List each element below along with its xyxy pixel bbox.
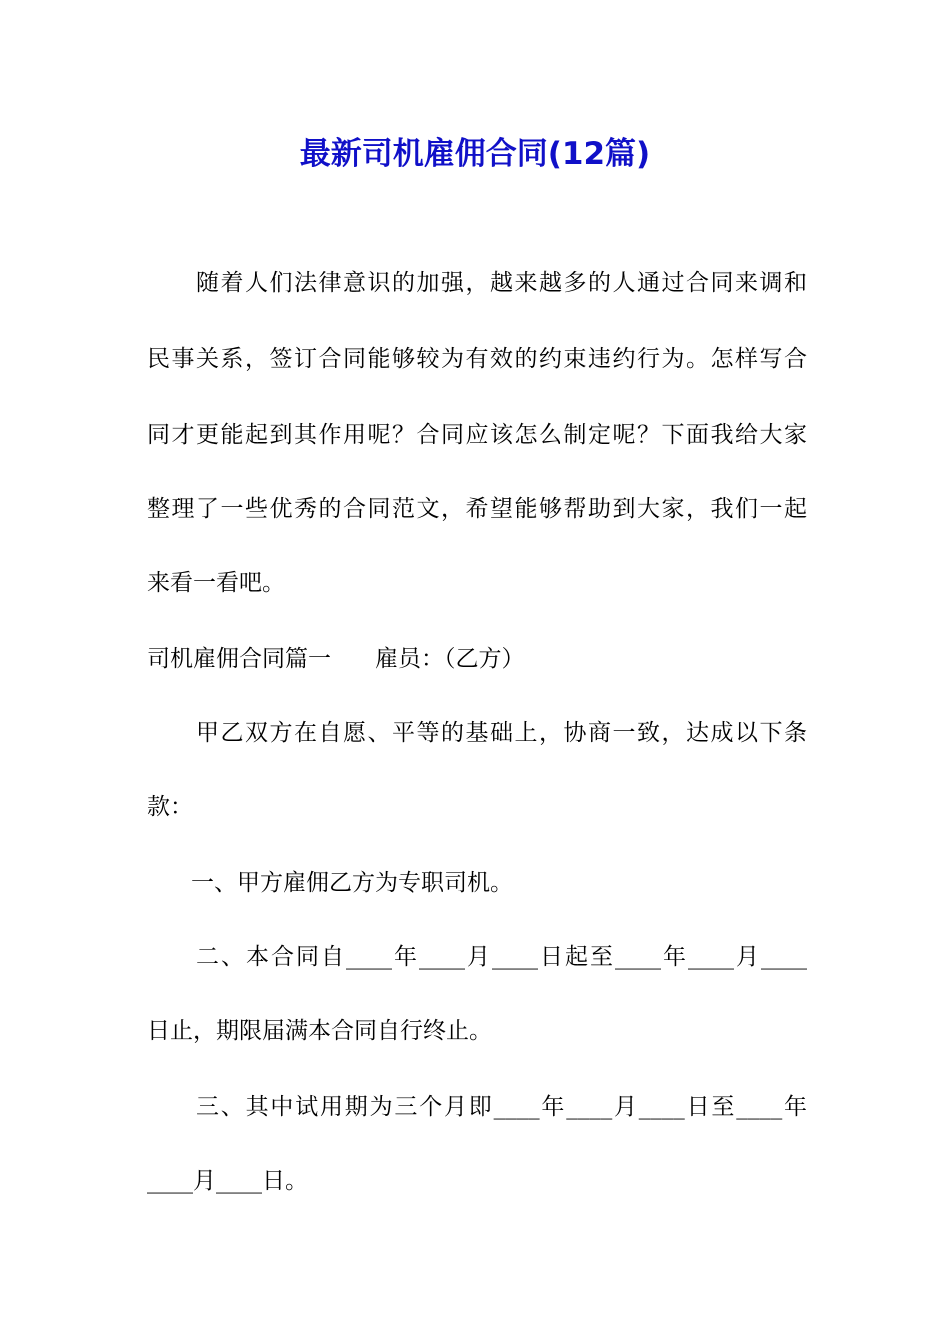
intro-line-5: 来看一看吧。 — [147, 570, 285, 596]
employee-label: 雇员：（乙方） — [375, 646, 525, 672]
clause-3-line-1: 三、其中试用期为三个月即____年____月____日至____年 — [196, 1094, 807, 1120]
intro-line-2: 民事关系，签订合同能够较为有效的约束违约行为。怎样写合 — [147, 346, 807, 372]
section-heading: 司机雇佣合同篇一 — [147, 646, 331, 672]
clause-intro-line-1: 甲乙双方在自愿、平等的基础上，协商一致，达成以下条 — [196, 720, 807, 746]
section-heading-line — [147, 642, 807, 676]
clause-3-line-2: ____月____日。 — [147, 1168, 308, 1194]
intro-line-1: 随着人们法律意识的加强，越来越多的人通过合同来调和 — [196, 270, 807, 296]
intro-line-4: 整理了一些优秀的合同范文，希望能够帮助到大家，我们一起 — [147, 496, 807, 522]
clause-1: 一、甲方雇佣乙方为专职司机。 — [191, 870, 513, 896]
clause-2-line-2: 日止，期限届满本合同自行终止。 — [147, 1018, 492, 1044]
document-title: 最新司机雇佣合同(12篇) — [299, 136, 651, 172]
intro-line-3: 同才更能起到其作用呢？合同应该怎么制定呢？下面我给大家 — [147, 422, 807, 448]
clause-2-line-1: 二、本合同自____年____月____日起至____年____月____ — [196, 944, 807, 970]
clause-intro-line-2: 款： — [147, 794, 193, 820]
